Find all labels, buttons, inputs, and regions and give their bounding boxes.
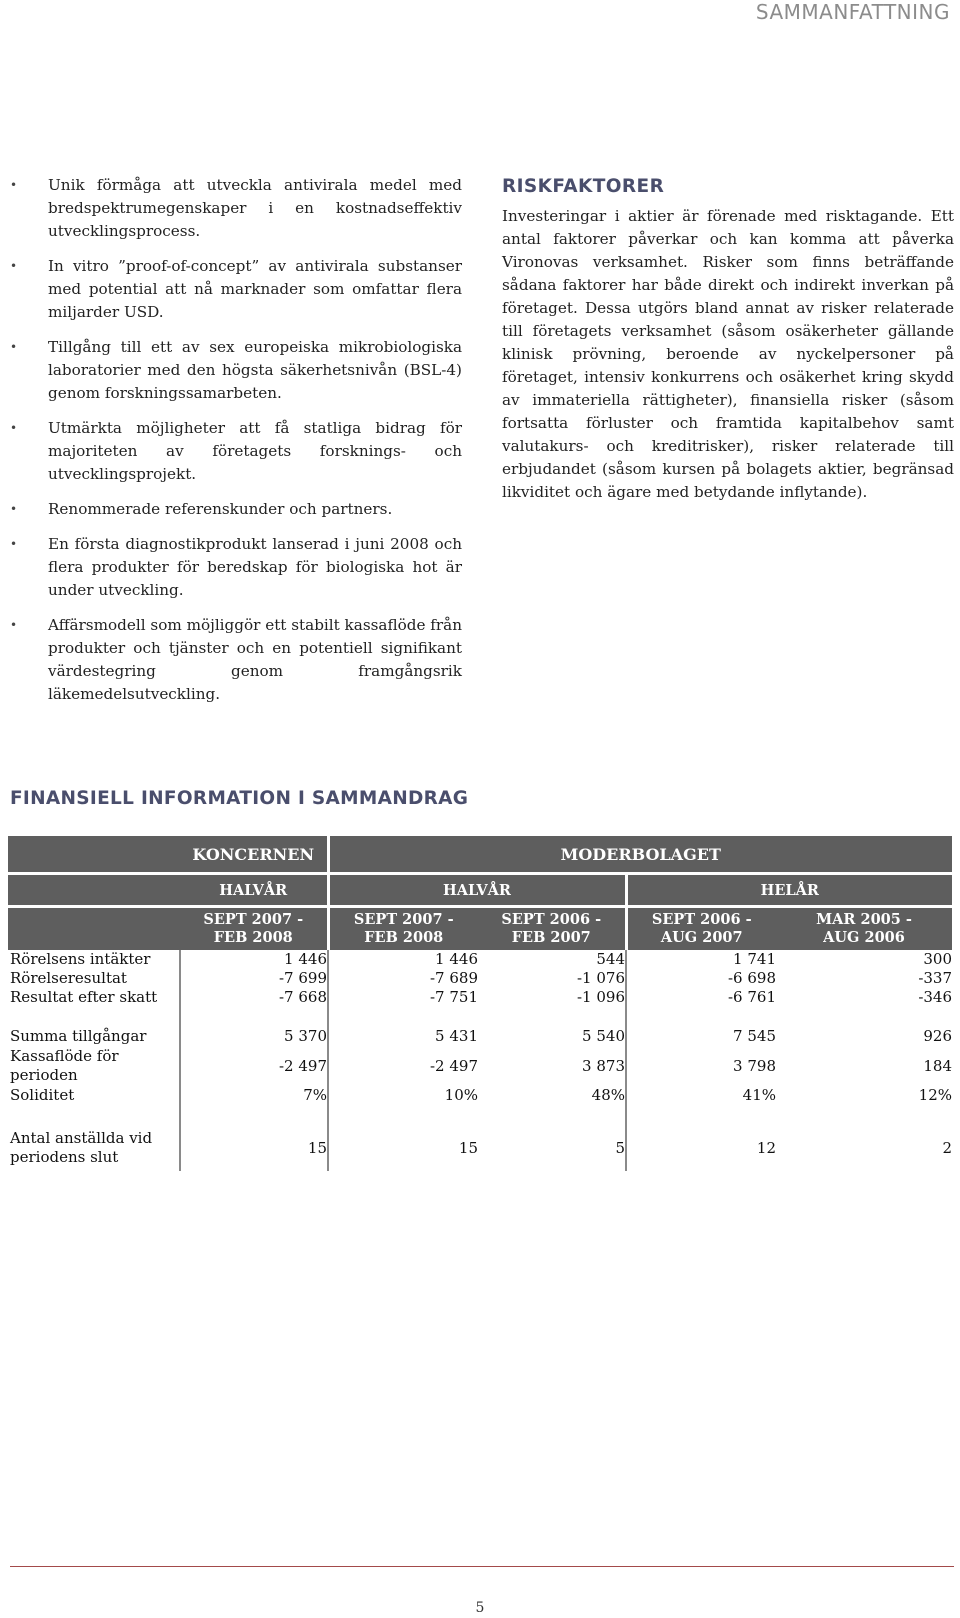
- page-section-title: SAMMANFATTNING: [755, 0, 950, 24]
- table-cell: 5 431: [328, 1027, 478, 1046]
- table-header-blank: [8, 874, 180, 907]
- bullet-icon: •: [10, 537, 18, 551]
- list-item-text: In vitro ”proof-of-concept” av antivirala substanser med potential att nå marknader som omfattar flera miljarder USD.: [48, 257, 462, 321]
- table-cell: 3 873: [582, 1056, 625, 1075]
- table-cell: -2 497: [180, 1046, 328, 1086]
- list-item-text: En första diagnostikprodukt lanserad i juni 2008 och flera produkter för beredskap för biologiska hot är under utveckling.: [48, 535, 462, 599]
- header-halvar-moder: HALVÅR: [328, 874, 626, 907]
- table-cell: -2 497: [328, 1046, 478, 1086]
- table-header-row-dates: [8, 907, 952, 951]
- spacer-cell: [8, 1105, 180, 1125]
- spacer-cell: [478, 1007, 626, 1027]
- table-row: [8, 950, 952, 969]
- row-label: Kassaflöde för perioden: [10, 1047, 119, 1084]
- list-item: [10, 174, 462, 243]
- table-cell: 1 741: [626, 950, 776, 969]
- table-cell: 5 540: [582, 1027, 625, 1045]
- financial-summary-table: [8, 836, 952, 1171]
- risk-factors-section: [502, 176, 954, 504]
- spacer-cell: [626, 1007, 776, 1027]
- table-cell: 1 446: [180, 950, 328, 969]
- header-date-col-1: SEPT 2007 - FEB 2008: [180, 907, 328, 951]
- header-koncernen: KONCERNEN: [180, 836, 328, 874]
- table-header-blank: [8, 907, 180, 951]
- row-label: Rörelsens intäkter: [10, 950, 151, 968]
- spacer-cell: [180, 1007, 328, 1027]
- spacer-cell: [626, 1105, 776, 1125]
- header-date-col-3: SEPT 2006 - FEB 2007: [478, 907, 626, 951]
- list-item: [10, 417, 462, 486]
- header-helar: HELÅR: [626, 874, 952, 907]
- table-cell: 300: [923, 950, 953, 968]
- risk-factors-text: Investeringar i aktier är förenade med risktagande. Ett antal faktorer påverkar och kan komma att påverka Vironovas verksamhet. Risker som finns beträffande sådana faktorer har både direkt och indirekt inverkan på företaget. Dessa utgörs bland annat av risker relaterade till företagets verksamhet (såsom osäkerheter gällande klinisk prövning, beroende av nyckelpersoner på företaget, intensiv konkurrens och osäkerhet kring skydd av immateriella rättigheter), finansiella risker (såsom fortsatta förluster och framtida kapitalbehov samt valutakurs- och kreditrisker), risker relaterade till erbjudandet (såsom kursen på bolagets aktier, begränsad likviditet och ägare med betydande inflytande).: [502, 207, 954, 501]
- financial-summary-heading: FINANSIELL INFORMATION I SAMMANDRAG: [10, 788, 469, 809]
- table-cell: -7 668: [180, 988, 328, 1007]
- row-label: Summa tillgångar: [10, 1027, 147, 1045]
- table-cell: -337: [918, 969, 953, 987]
- list-item: [10, 255, 462, 324]
- table-cell: 15: [180, 1125, 328, 1171]
- table-cell: -7 699: [180, 969, 328, 988]
- list-item: [10, 498, 462, 521]
- spacer-cell: [328, 1105, 478, 1125]
- table-cell: 12: [626, 1125, 776, 1171]
- spacer-cell: [776, 1105, 952, 1125]
- header-date-col-4: SEPT 2006 - AUG 2007: [626, 907, 776, 951]
- table-header-blank: [8, 836, 180, 874]
- table-cell: 926: [923, 1027, 953, 1045]
- table-cell: -1 076: [576, 969, 625, 987]
- table-cell: -6 761: [626, 988, 776, 1007]
- bullet-icon: •: [10, 421, 18, 435]
- bullet-icon: •: [10, 618, 18, 632]
- spacer-cell: [776, 1007, 952, 1027]
- spacer-cell: [478, 1105, 626, 1125]
- bullet-icon: •: [10, 502, 18, 516]
- header-date-col-5: MAR 2005 - AUG 2006: [776, 907, 952, 951]
- header-halvar-koncern: HALVÅR: [180, 874, 328, 907]
- risk-factors-heading: RISKFAKTORER: [502, 176, 665, 197]
- table-cell: 12%: [918, 1086, 953, 1104]
- table-cell: -7 751: [328, 988, 478, 1007]
- row-label: Rörelseresultat: [10, 969, 127, 987]
- table-cell: 1 446: [328, 950, 478, 969]
- table-cell: 184: [923, 1056, 953, 1075]
- table-cell: 544: [596, 950, 625, 968]
- table-spacer-row: [8, 1007, 952, 1027]
- bullet-icon: •: [10, 178, 18, 192]
- table-cell: 7%: [180, 1086, 328, 1105]
- list-item: [10, 336, 462, 405]
- table-cell: -6 698: [626, 969, 776, 988]
- table-cell: 15: [328, 1125, 478, 1171]
- spacer-cell: [328, 1007, 478, 1027]
- row-label: Antal anställda vid periodens slut: [10, 1129, 153, 1166]
- table-header-row-groups: [8, 836, 952, 874]
- row-label: Resultat efter skatt: [10, 988, 158, 1006]
- bullet-list: [10, 174, 462, 718]
- table-cell: 48%: [591, 1086, 625, 1104]
- table-cell: 5: [615, 1138, 625, 1157]
- table-cell: 41%: [626, 1086, 776, 1105]
- table-spacer-row: [8, 1105, 952, 1125]
- table-row: [8, 1046, 952, 1086]
- spacer-cell: [8, 1007, 180, 1027]
- table-row: [8, 1086, 952, 1105]
- table-cell: 2: [942, 1138, 953, 1157]
- spacer-cell: [180, 1105, 328, 1125]
- page-number: 5: [475, 1600, 485, 1616]
- table-row: [8, 1125, 952, 1171]
- list-item-text: Tillgång till ett av sex europeiska mikrobiologiska laboratorier med den högsta säkerhetsnivån (BSL-4) genom forskningssamarbeten.: [48, 338, 462, 402]
- list-item-text: Unik förmåga att utveckla antivirala medel med bredspektrumegenskaper i en kostnadseffektiv utvecklingsprocess.: [48, 176, 462, 240]
- list-item-text: Renommerade referenskunder och partners.: [48, 500, 393, 518]
- list-item: [10, 614, 462, 706]
- header-moderbolaget: MODERBOLAGET: [328, 836, 952, 874]
- table-cell: 7 545: [626, 1027, 776, 1046]
- row-label: Soliditet: [10, 1086, 75, 1104]
- table-row: [8, 1027, 952, 1046]
- header-date-col-2: SEPT 2007 - FEB 2008: [328, 907, 478, 951]
- table-cell: 10%: [328, 1086, 478, 1105]
- list-item: [10, 533, 462, 602]
- list-item-text: Affärsmodell som möjliggör ett stabilt kassaflöde från produkter och tjänster och en potentiell signifikant värdestegring genom framgångsrik läkemedelsutveckling.: [48, 616, 462, 703]
- table-cell: -1 096: [576, 988, 625, 1006]
- table-cell: 5 370: [180, 1027, 328, 1046]
- table-header-row-periods: [8, 874, 952, 907]
- table-cell: -7 689: [328, 969, 478, 988]
- bullet-icon: •: [10, 259, 18, 273]
- table-row: [8, 969, 952, 988]
- footer-divider: [10, 1566, 954, 1567]
- bullet-icon: •: [10, 340, 18, 354]
- table-row: [8, 988, 952, 1007]
- table-cell: 3 798: [626, 1046, 776, 1086]
- table-cell: -346: [918, 988, 953, 1006]
- list-item-text: Utmärkta möjligheter att få statliga bidrag för majoriteten av företagets forsknings- och utvecklingsprojekt.: [48, 419, 462, 483]
